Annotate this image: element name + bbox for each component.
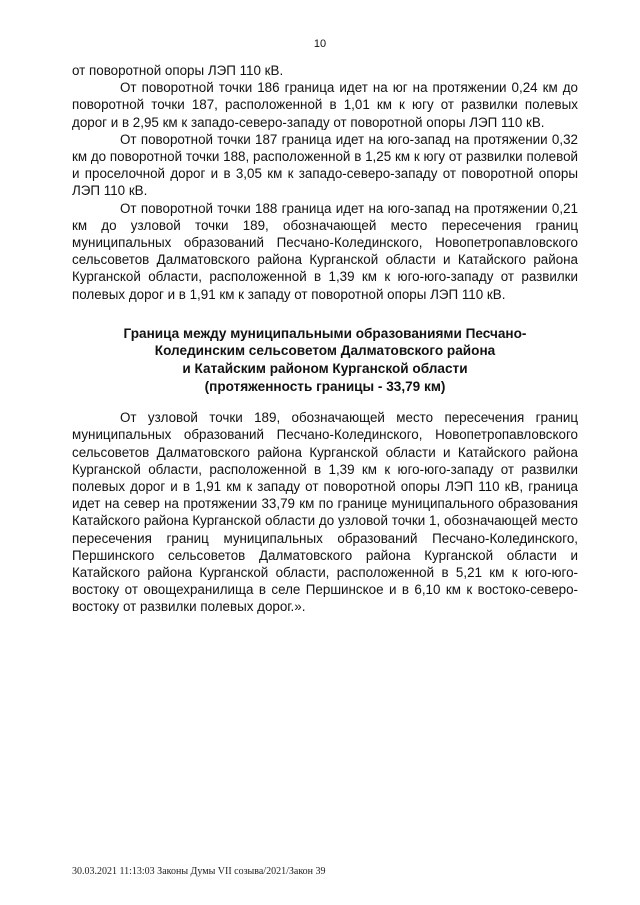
paragraph-point-189: От узловой точки 189, обозначающей место пересечения границ муниципальных образований Песчано-Колединского, Новопетропавловского сельсоветов Далматовского района Курганской области и Катайского района Курганской области, расположенной в 1,39 км к юго-юго-западу от развилки полевых дорог и в 1,91 км к западу от поворотной опоры ЛЭП 110 кВ, граница идет на север на протяжении 33,79 км по границе муниципального образования Катайского района Курганской области до узловой точки 1, обозначающей место пересечения границ муниципальных образований Песчано-Колединского, Першинского сельсоветов Далматовского района Курганской области и Катайского района Курганской области, расположенной в 5,21 км к юго-юго-востоку от овощехранилища в селе Першинское и в 6,10 км к востоко-северо-востоку от развилки полевых дорог.». [72,410,578,615]
paragraph-continuation: от поворотной опоры ЛЭП 110 кВ. [72,63,284,78]
section-heading-line: Колединским сельсоветом Далматовского района [154,343,496,359]
document-body [72,62,578,616]
section-heading-length: (протяженность границы - 33,79 км) [204,378,446,394]
section-heading-line: и Катайским районом Курганской области [182,361,468,377]
section-heading-line: Граница между муниципальными образованиями Песчано- [123,325,527,341]
footer-stamp: 30.03.2021 11:13:03 Законы Думы VII созыва/2021/Закон 39 [72,866,326,877]
section-heading [72,325,578,395]
paragraph-point-187: От поворотной точки 187 граница идет на юго-запад на протяжении 0,32 км до поворотной точки 188, расположенной в 1,25 км к югу от развилки полевой и проселочной дорог и в 3,05 км к западо-северо-западу от поворотной опоры ЛЭП 110 кВ. [72,131,578,199]
paragraph-point-188: От поворотной точки 188 граница идет на юго-запад на протяжении 0,21 км до узловой точки 189, обозначающей место пересечения границ муниципальных образований Песчано-Колединского, Новопетропавловского сельсоветов Далматовского района Курганской области и Катайского района Курганской области, расположенной в 1,39 км к юго-юго-западу от развилки полевых дорог и в 1,91 км к западу от поворотной опоры ЛЭП 110 кВ. [72,200,578,302]
paragraph-point-186: От поворотной точки 186 граница идет на юг на протяжении 0,24 км до поворотной точки 187, расположенной в 1,01 км к югу от развилки полевых дорог и в 2,95 км к западо-северо-западу от поворотной опоры ЛЭП 110 кВ. [72,80,578,130]
page-number: 10 [313,38,327,50]
